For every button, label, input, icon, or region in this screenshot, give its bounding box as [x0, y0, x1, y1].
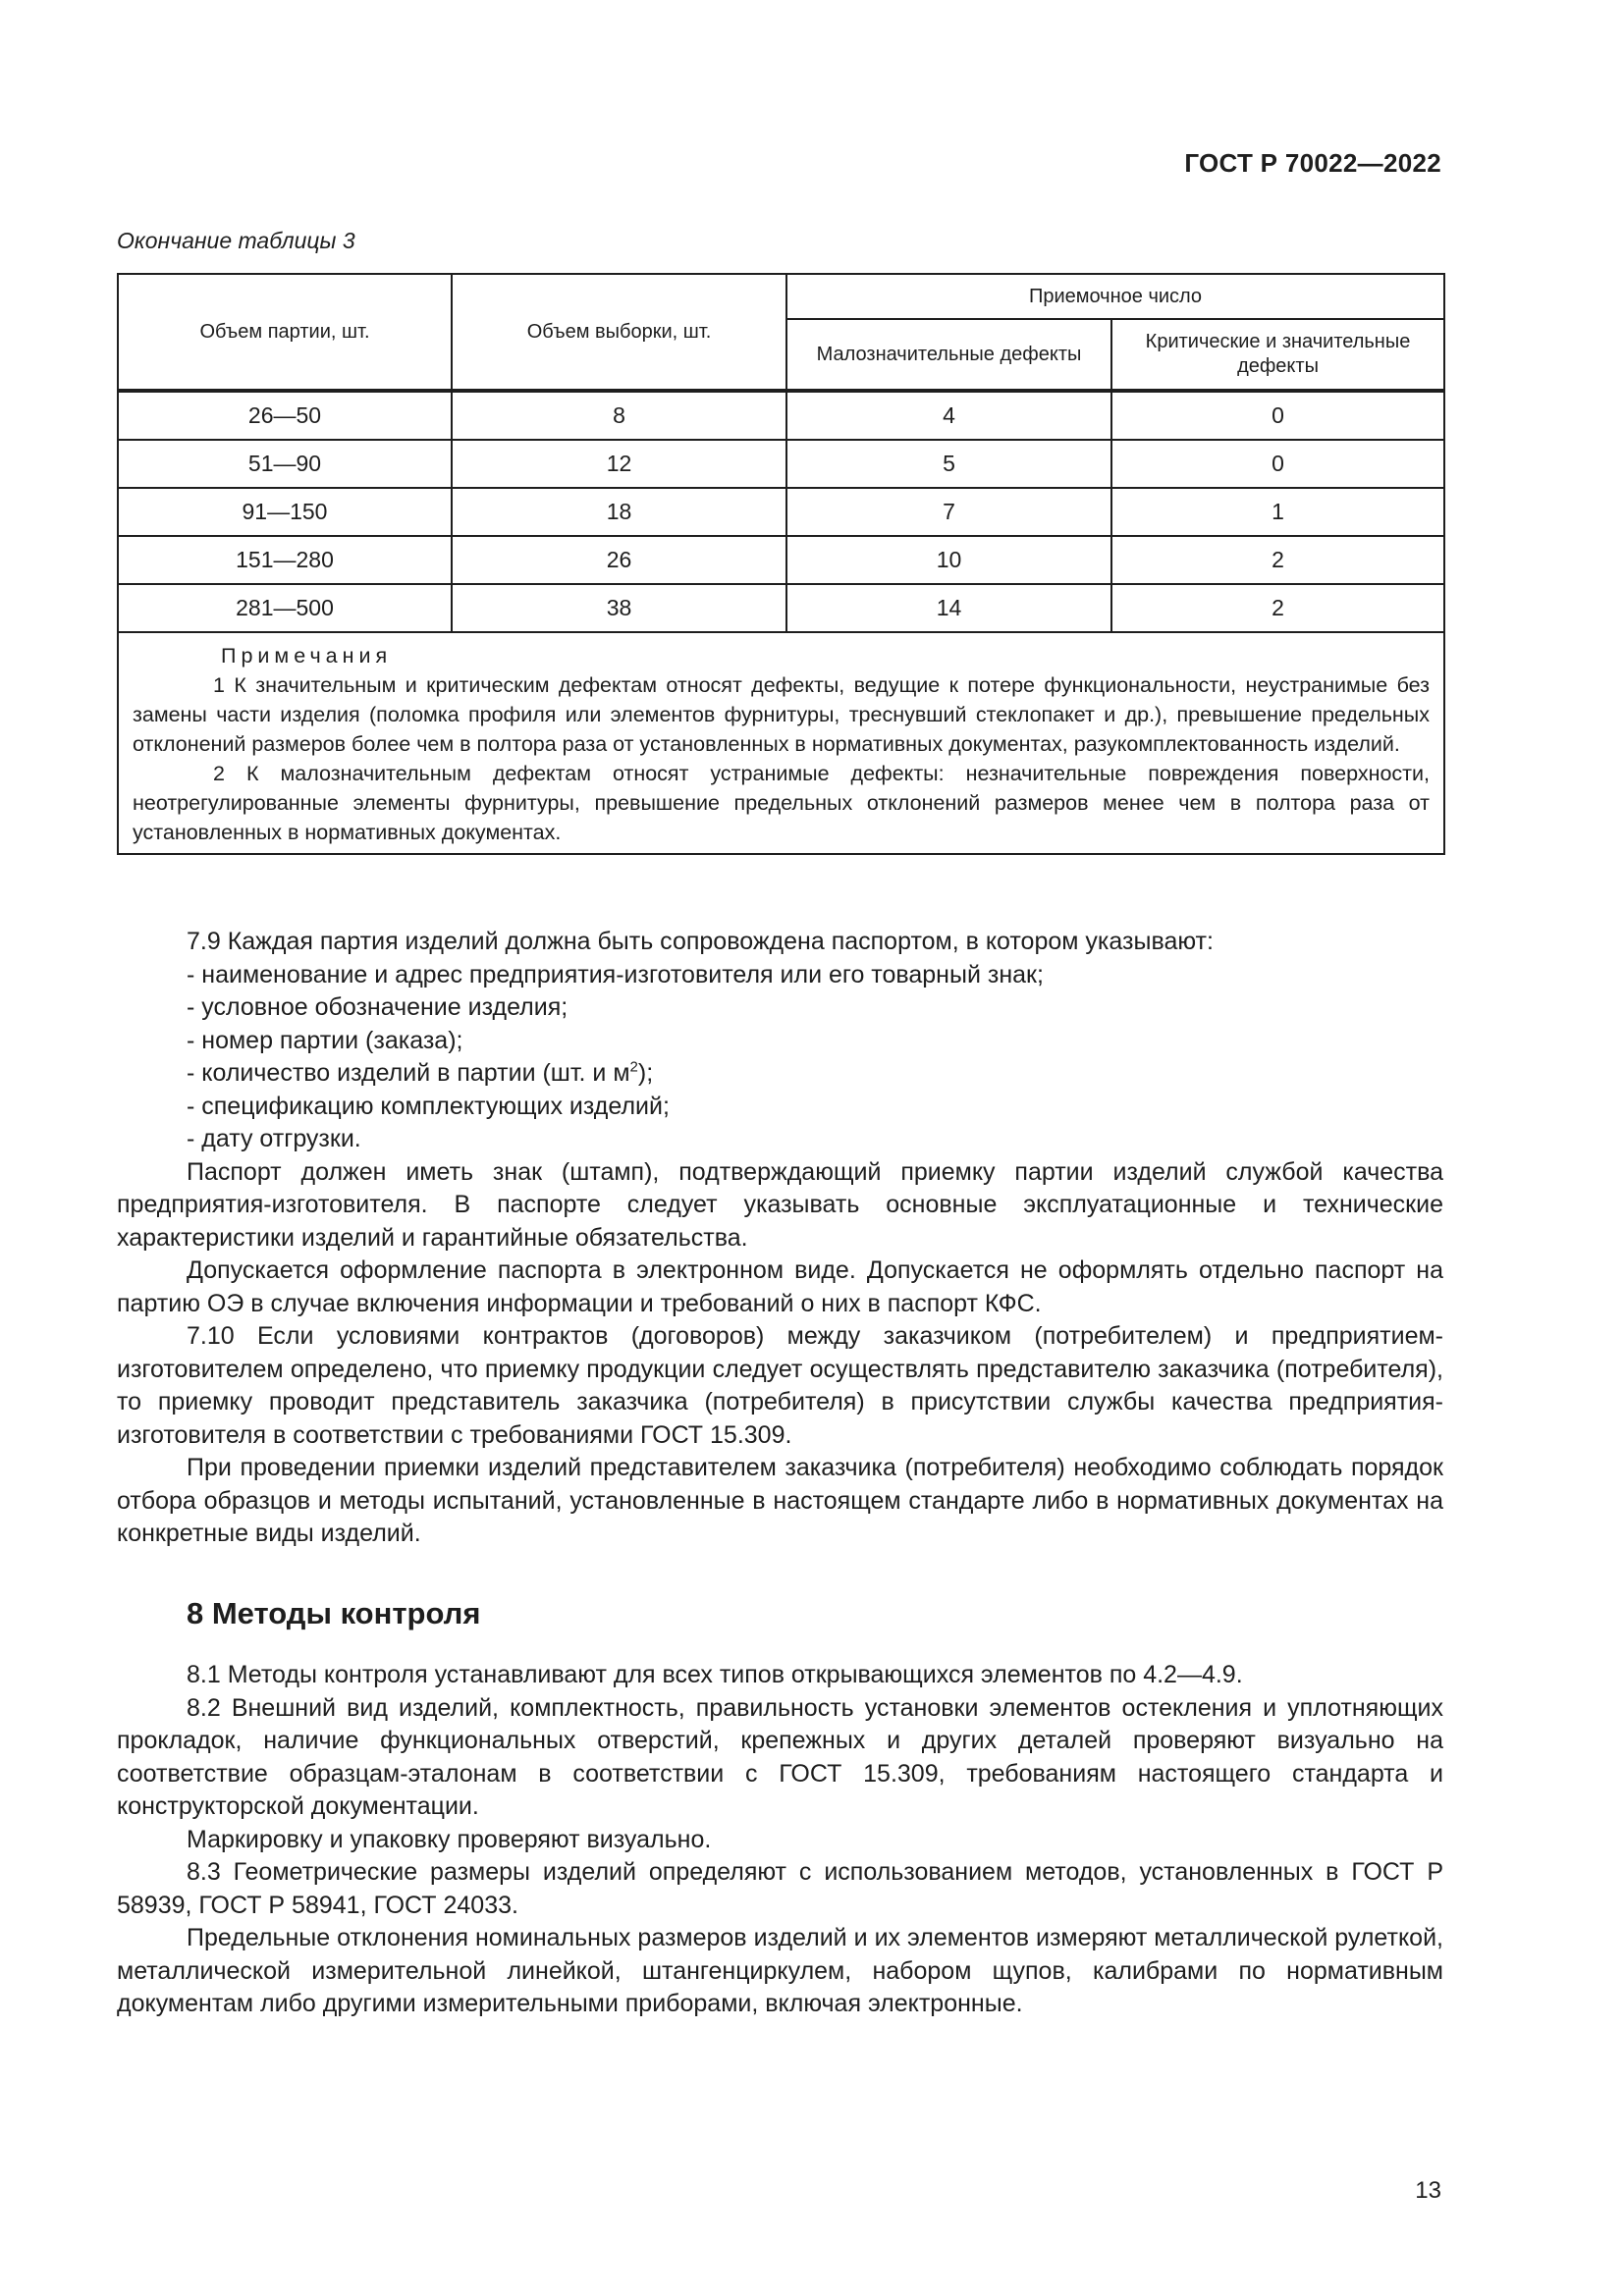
paragraph-7-10: 7.10 Если условиями контрактов (договоров) между заказчиком (потребителем) и предприятием-изготовителем определено, что приемку продукции следует осуществлять представителю заказчика (потребителя), то приемку проводит представитель заказчика (потребителя) в присутствии службы качества предприятия-изготовителя в соответствии с требованиями ГОСТ 15.309.	[117, 1322, 1443, 1449]
cell-sample: 26	[452, 536, 786, 584]
header-minor-defects: Малозначительные дефекты	[786, 319, 1111, 391]
paragraph-8-3: 8.3 Геометрические размеры изделий определяют с использованием методов, установленных в ГОСТ Р 58939, ГОСТ Р 58941, ГОСТ 24033.	[117, 1858, 1443, 1919]
cell-critical: 1	[1111, 488, 1444, 536]
cell-lot: 281—500	[118, 584, 452, 632]
table-row	[118, 584, 1444, 632]
table-row	[118, 391, 1444, 440]
document-code: ГОСТ Р 70022—2022	[1184, 148, 1441, 178]
header-acceptance-number: Приемочное число	[786, 274, 1444, 319]
list-item-text: - количество изделий в партии (шт. и м	[187, 1059, 630, 1087]
paragraph-8-2: 8.2 Внешний вид изделий, комплектность, правильность установки элементов остекления и уплотняющих прокладок, наличие функциональных отверстий, крепежных и других деталей проверяют визуально на соответствие образцам-эталонам в соответствии с ГОСТ 15.309, требованиям настоящего стандарта и конструкторской документации.	[117, 1693, 1443, 1820]
note-1: 1 К значительным и критическим дефектам относят дефекты, ведущие к потере функциональности, неустранимые без замены части изделия (поломка профиля или элементов фурнитуры, треснувший стеклопакет и др.), превышение предельных отклонений размеров более чем в полтора раза от установленных в нормативных документах, разукомплектованность изделий.	[133, 673, 1431, 756]
paragraph-8-1: 8.1 Методы контроля устанавливают для всех типов открывающихся элементов по 4.2—4.9.	[187, 1661, 1243, 1688]
table-row	[118, 488, 1444, 536]
cell-lot: 91—150	[118, 488, 452, 536]
cell-lot: 151—280	[118, 536, 452, 584]
cell-critical: 2	[1111, 536, 1444, 584]
cell-minor: 14	[786, 584, 1111, 632]
table-row	[118, 440, 1444, 488]
table-row	[118, 536, 1444, 584]
header-lot-size: Объем партии, шт.	[118, 274, 452, 391]
note-2: 2 К малозначительным дефектам относят устранимые дефекты: незначительные повреждения поверхности, неотрегулированные элементы фурнитуры, превышение предельных отклонений размеров менее чем в полтора раза от установленных в нормативных документах.	[133, 762, 1431, 844]
list-item-end: );	[637, 1059, 654, 1087]
cell-sample: 8	[452, 391, 786, 440]
page-number: 13	[1415, 2177, 1441, 2204]
list-item: - номер партии (заказа);	[187, 1026, 463, 1054]
section-8-text	[117, 1659, 1443, 2021]
cell-critical: 0	[1111, 391, 1444, 440]
cell-minor: 7	[786, 488, 1111, 536]
header-sample-size: Объем выборки, шт.	[452, 274, 786, 391]
superscript: 2	[629, 1058, 638, 1076]
paragraph-passport: Паспорт должен иметь знак (штамп), подтверждающий приемку партии изделий службой качества предприятия-изготовителя. В паспорте следует указывать основные эксплуатационные и технические характеристики изделий и гарантийные обязательства.	[117, 1157, 1443, 1252]
list-item: - дату отгрузки.	[187, 1125, 361, 1152]
cell-minor: 4	[786, 391, 1111, 440]
paragraph-electronic: Допускается оформление паспорта в электронном виде. Допускается не оформлять отдельно паспорт на партию ОЭ в случае включения информации и требований о них в паспорт КФС.	[117, 1256, 1443, 1317]
notes-title: Примечания	[221, 644, 393, 667]
cell-critical: 2	[1111, 584, 1444, 632]
cell-sample: 18	[452, 488, 786, 536]
cell-sample: 38	[452, 584, 786, 632]
cell-lot: 26—50	[118, 391, 452, 440]
paragraph-deviations: Предельные отклонения номинальных размеров изделий и их элементов измеряют металлической рулеткой, металлической измерительной линейкой, штангенциркулем, набором щупов, калибрами по нормативным документам либо другими измерительными приборами, включая электронные.	[117, 1924, 1443, 2017]
list-item: - спецификацию комплектующих изделий;	[187, 1092, 670, 1120]
cell-critical: 0	[1111, 440, 1444, 488]
list-item	[117, 1057, 1443, 1091]
paragraph-7-9: 7.9 Каждая партия изделий должна быть сопровождена паспортом, в котором указывают:	[187, 928, 1214, 955]
acceptance-table	[117, 273, 1445, 855]
cell-sample: 12	[452, 440, 786, 488]
cell-lot: 51—90	[118, 440, 452, 488]
list-item: - наименование и адрес предприятия-изготовителя или его товарный знак;	[187, 960, 1044, 988]
section-7-text	[117, 926, 1443, 1551]
cell-minor: 5	[786, 440, 1111, 488]
section-8-heading: 8 Методы контроля	[187, 1596, 481, 1630]
table-notes	[118, 632, 1444, 854]
cell-minor: 10	[786, 536, 1111, 584]
list-item: - условное обозначение изделия;	[187, 993, 568, 1021]
paragraph-acceptance: При проведении приемки изделий представителем заказчика (потребителя) необходимо соблюдать порядок отбора образцов и методы испытаний, установленные в настоящем стандарте либо в нормативных документах на конкретные виды изделий.	[117, 1454, 1443, 1547]
table-caption: Окончание таблицы 3	[117, 228, 355, 253]
paragraph-marking: Маркировку и упаковку проверяют визуально.	[187, 1825, 712, 1853]
header-critical-defects: Критические и значительные дефекты	[1111, 319, 1444, 391]
